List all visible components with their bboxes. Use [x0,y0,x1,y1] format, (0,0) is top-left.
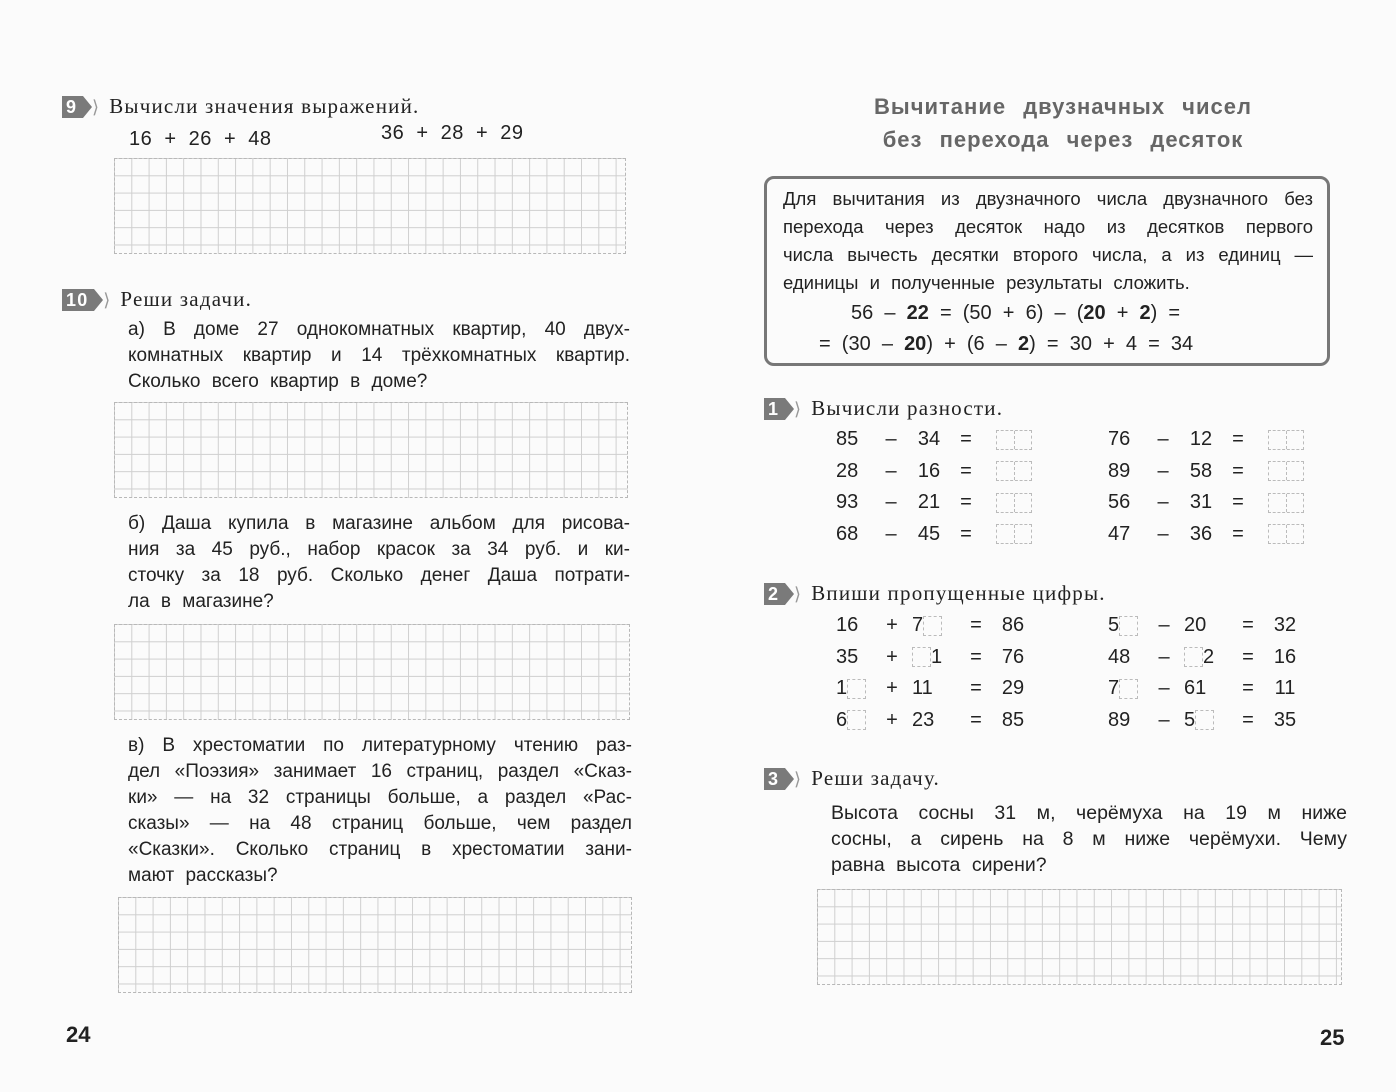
task-2-heading [764,581,1106,606]
equals-sign: = [1232,428,1244,450]
expression-2: 36 + 28 + 29 [381,122,524,144]
minuend: 47 [1108,522,1131,545]
result: 76 [1001,645,1025,668]
minuend: 76 [1108,428,1131,450]
operand-digits: 61 [1184,677,1207,699]
equals-sign: = [970,708,982,731]
result: 16 [1273,645,1297,668]
result: 11 [1274,677,1296,699]
minuend: 56 [1108,491,1131,513]
equation-row [1108,646,1302,669]
equals-sign: = [1242,614,1254,636]
subtrahend: 21 [917,491,941,513]
equation-row [1108,677,1302,700]
equals-sign: = [960,522,972,545]
missing-digit-box[interactable] [1119,616,1138,636]
operand-digits: 7 [912,614,924,636]
task-10-heading [62,287,252,312]
operand-digits: 2 [1203,645,1215,668]
first-operand [1108,646,1144,669]
operand-digits: 6 [836,708,848,731]
equals-sign: = [1232,459,1244,482]
operator-sign: – [1158,645,1170,668]
minus-sign: – [885,428,897,450]
second-operand [1184,677,1228,700]
second-operand [912,709,956,732]
equals-sign: = [970,614,982,636]
first-operand [1108,709,1144,732]
task-2-title: Впиши пропущенные цифры. [811,581,1106,605]
minuend: 85 [836,428,859,450]
section-title-line-2: без перехода через десяток [882,127,1244,152]
operand-digits: 16 [836,614,859,636]
right-page [698,0,1396,1092]
minus-sign: – [885,491,897,513]
chevron-icon: ⟩ [91,96,101,117]
second-operand [912,646,956,669]
answer-box[interactable] [996,461,1032,481]
minus-sign: – [1157,491,1169,513]
second-operand [1184,646,1228,669]
operator-sign: + [886,614,898,636]
equation-row [836,677,1030,700]
operator-sign: + [886,708,898,731]
chevron-icon: ⟩ [793,583,803,604]
minuend: 68 [836,522,859,545]
equation-row [836,614,1030,637]
subtrahend: 16 [917,459,941,482]
equation-row [1108,523,1304,546]
answer-box[interactable] [996,493,1032,513]
rule-text: Для вычитания из двузначного числа двузначного без перехода через десяток надо из десятков первого числа вычесть десятки второго числа, а из единиц — единицы и полученные результаты сложить. [783,188,1313,293]
answer-grid-problem-a[interactable] [114,402,628,498]
answer-grid-task-9[interactable] [114,158,626,254]
subtrahend: 12 [1189,428,1213,450]
second-operand [912,677,956,700]
task-9-badge: 9 ⟩ [62,96,83,118]
first-operand [1108,614,1144,637]
equation-row [1108,491,1304,514]
answer-box[interactable] [1268,430,1304,450]
first-operand [836,709,872,732]
missing-digit-box[interactable] [912,647,931,667]
equals-sign: = [960,491,972,513]
answer-grid-problem-b[interactable] [114,624,630,720]
task-1-title: Вычисли разности. [811,396,1004,420]
problem-b-text: б) Даша купила в магазине альбом для рисова- ния за 45 руб., набор красок за 34 руб. и ки- сточку за 18 руб. Сколько денег Даша потрати- ла в магазине? [128,513,630,612]
task-2-badge: 2 ⟩ [764,583,785,605]
operand-digits: 23 [912,708,935,731]
result: 86 [1001,614,1025,636]
equals-sign: = [970,677,982,699]
chevron-icon: ⟩ [793,768,803,789]
operator-sign: – [1158,614,1170,636]
answer-box[interactable] [996,430,1032,450]
equation-row [836,646,1030,669]
rule-formula-line-2: = (30 – 20) + (6 – 2) = 30 + 4 = 34 [819,333,1194,355]
equals-sign: = [970,645,982,668]
first-operand [836,677,872,700]
first-operand [836,614,872,637]
chevron-icon: ⟩ [793,398,803,419]
expression-1: 16 + 26 + 48 [129,128,272,150]
problem-c-text: в) В хрестоматии по литературному чтению раз- дел «Поэзия» занимает 16 страниц, раздел «Сказ- ки» — на 32 страницы больше, а раздел «Рас- сказы» — на 48 страниц больше, чем раздел «Сказки». Сколько страниц в хрестоматии зани- мают рассказы? [128,735,632,886]
answer-box[interactable] [1268,493,1304,513]
task-3-problem-text: Высота сосны 31 м, черёмуха на 19 м ниже сосны, а сирень на 8 м ниже черёмухи. Чему равна высота сирени? [831,802,1347,876]
equals-sign: = [1232,522,1244,545]
section-title [803,90,1323,156]
page-number: 24 [66,1022,91,1047]
task-9-title: Вычисли значения выражений. [109,94,420,118]
equation-row [1108,614,1302,637]
chevron-icon: ⟩ [103,289,112,310]
minus-sign: – [885,522,897,545]
answer-box[interactable] [1268,461,1304,481]
result: 29 [1001,677,1025,699]
missing-digit-box[interactable] [1195,710,1214,730]
operand-digits: 1 [836,677,848,699]
answer-box[interactable] [1268,524,1304,544]
missing-digit-box[interactable] [923,616,942,636]
equation-row [836,460,1032,483]
equals-sign: = [1242,708,1254,731]
result: 85 [1001,708,1025,731]
equals-sign: = [1242,645,1254,668]
task-3-title: Реши задачу. [811,766,940,790]
minus-sign: – [885,459,897,482]
subtrahend: 45 [917,522,941,545]
equation-row [836,523,1032,546]
equation-row [1108,460,1304,483]
missing-digit-box[interactable] [847,679,866,699]
page-number: 25 [1320,1025,1345,1050]
operand-digits: 7 [1108,677,1120,699]
minuend: 89 [1108,459,1131,482]
minus-sign: – [1157,428,1169,450]
operand-digits: 1 [931,645,943,668]
equals-sign: = [960,428,972,450]
minuend: 93 [836,491,859,513]
section-title-line-1: Вычитание двузначных чисел [874,94,1252,119]
operand-digits: 11 [912,677,933,699]
first-operand [1108,677,1144,700]
task-10-title: Реши задачи. [120,287,253,311]
equals-sign: = [960,459,972,482]
minuend: 28 [836,459,859,482]
operand-digits: 5 [1184,708,1196,731]
first-operand [836,646,872,669]
task-10-badge: 10 ⟩ [62,289,94,311]
equation-row [836,428,1032,451]
missing-digit-box[interactable] [1119,679,1138,699]
answer-grid-task-3[interactable] [817,889,1342,985]
second-operand [912,614,956,637]
task-1-badge: 1 ⟩ [764,398,785,420]
operator-sign: + [886,677,898,699]
equation-row [836,709,1030,732]
second-operand [1184,614,1228,637]
task-3-badge: 3 ⟩ [764,768,785,790]
subtrahend: 58 [1189,459,1213,482]
operand-digits: 89 [1108,708,1131,731]
minus-sign: – [1157,459,1169,482]
minus-sign: – [1157,522,1169,545]
operand-digits: 20 [1184,614,1207,636]
equation-row [836,491,1032,514]
problem-a-text: а) В доме 27 однокомнатных квартир, 40 двух- комнатных квартир и 14 трёхкомнатных квартир. Сколько всего квартир в доме? [128,319,630,392]
answer-box[interactable] [996,524,1032,544]
equals-sign: = [1242,677,1254,699]
operator-sign: – [1158,677,1170,699]
equals-sign: = [1232,491,1244,513]
operand-digits: 5 [1108,614,1120,636]
subtrahend: 34 [917,428,941,450]
equation-row [1108,428,1304,451]
task-1-heading [764,396,1003,421]
subtrahend: 31 [1189,491,1213,513]
missing-digit-box[interactable] [847,710,866,730]
operand-digits: 35 [836,645,859,668]
operand-digits: 48 [1108,645,1131,668]
rule-box [764,176,1330,366]
answer-grid-problem-c[interactable] [118,897,632,993]
rule-formula-line-1: 56 – 22 = (50 + 6) – (20 + 2) = [851,302,1181,324]
result: 35 [1273,708,1297,731]
second-operand [1184,709,1228,732]
result: 32 [1273,614,1297,636]
operator-sign: + [886,645,898,668]
task-3-heading [764,766,940,791]
operator-sign: – [1158,708,1170,731]
missing-digit-box[interactable] [1184,647,1203,667]
task-9-heading [62,94,419,119]
equation-row [1108,709,1302,732]
subtrahend: 36 [1189,522,1213,545]
